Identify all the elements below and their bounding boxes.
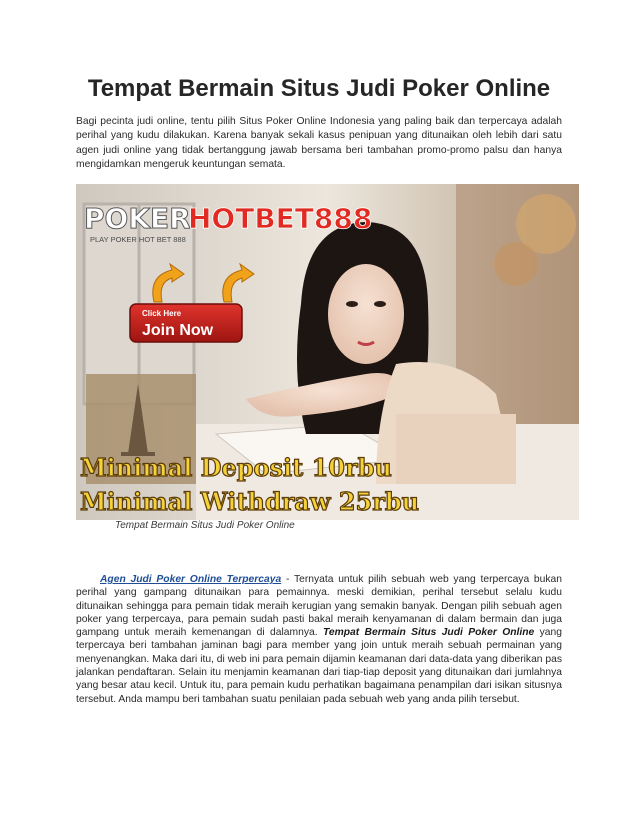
banner-illustration xyxy=(76,184,579,520)
logo-word-hotbet: HOTBET888 xyxy=(188,202,373,235)
body-bold-phrase: Tempat Bermain Situs Judi Poker Online xyxy=(322,627,535,639)
intro-paragraph: Bagi pecinta judi online, tentu pilih Situs Poker Online Indonesia yang paling baik dan terpercaya adalah perihal yang kudu dilakukan. Karena banyak sekali kasus penipuan yang ditunaikan oleh lebih dari satu agen judi online yang tidak bertanggung jawab bersama beri tambahan promo-promo palsu dan hanya mengidamkan mengeruk keuntungan semata. xyxy=(76,116,562,171)
agen-judi-link[interactable]: Agen Judi Poker Online Terpercaya xyxy=(100,574,282,585)
click-here-label: Click Here xyxy=(142,309,182,318)
image-caption: Tempat Bermain Situs Judi Poker Online xyxy=(115,520,295,531)
body-text-part1: - Ternyata untuk pilih sebuah web yang terpercaya bukan perihal yang gampang ditunaikan para pemainnya. meski demikian, perihal tersebut selalu kudu ditunaikan sehingga para pemain tidak meraih kerugian yang semakin banyak. Dengan pilih sebuah agen poker yang terpercaya, para pemain sudah pasti bakal meraih kenyamanan di dalam bermain dan juga gampang untuk meraih kemenangan di dalamnya. xyxy=(76,574,562,639)
logo-subtitle: PLAY POKER HOT BET 888 xyxy=(90,235,186,244)
join-now-label: Join Now xyxy=(142,322,214,339)
promo-withdraw-text: Minimal Withdraw 25rbu xyxy=(80,487,420,516)
logo-word-poker: POKER xyxy=(84,202,191,235)
promo-deposit-text: Minimal Deposit 10rbu xyxy=(80,453,392,482)
page-title: Tempat Bermain Situs Judi Poker Online xyxy=(87,75,551,102)
promo-banner-image[interactable] xyxy=(76,184,579,520)
join-now-button[interactable] xyxy=(130,304,242,342)
body-paragraph xyxy=(76,573,562,706)
body-text-part2: yang terpercaya beri tambahan jaminan bagi para member yang join untuk meraih sebuah permainan yang menyenangkan. Maka dari itu, di web ini para pemain dijamin keamanan dari data-data yang diberikan pas jalankan pendaftaran. Selain itu menjamin keamanan dari tiap-tiap deposit yang ditunaikan dari jumlahnya yang besar atau kecil. Untuk itu, para pemain kudu perhatikan bagaimana penampilan dari isikan situsnya tersebut. Anda mampu beri tambahan suatu penilaian pada sebuah web yang anda pilih tersebut. xyxy=(76,627,562,705)
